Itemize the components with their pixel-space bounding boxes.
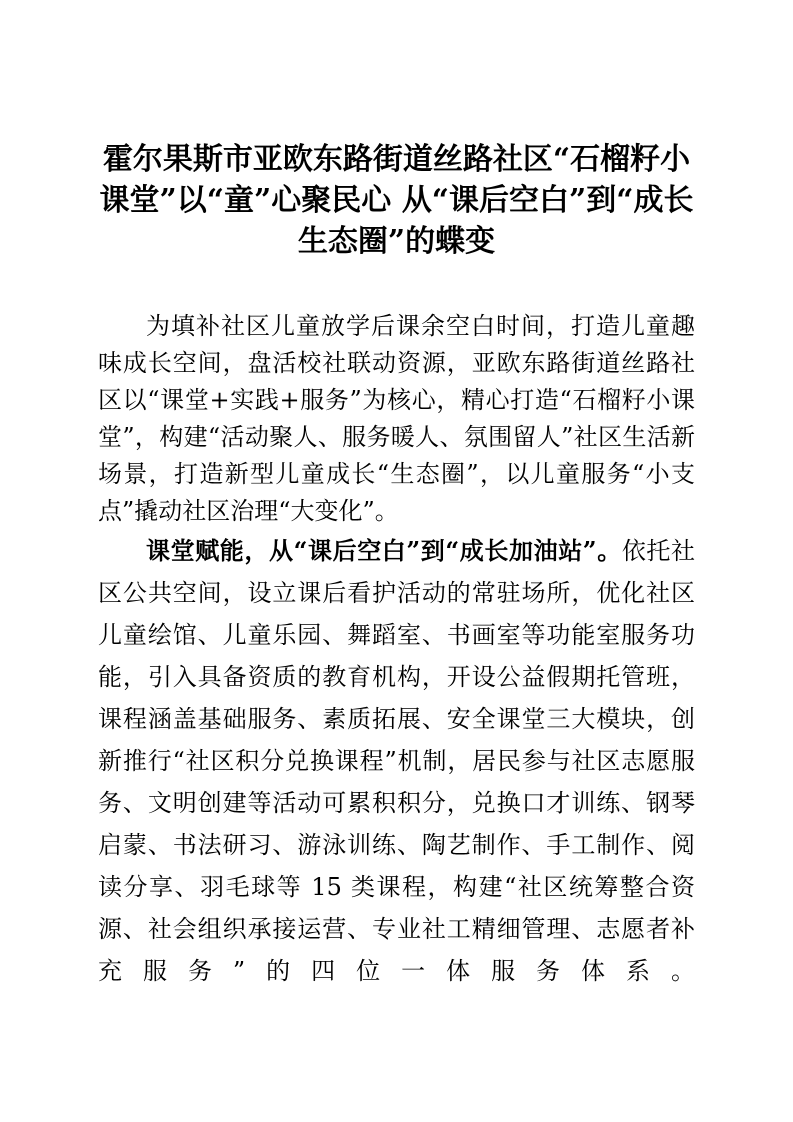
document-title: 霍尔果斯市亚欧东路街道丝路社区“石榴籽小课堂”以“童”心聚民心 从“课后空白”到“成长生态圈”的蝶变 <box>99 142 694 259</box>
paragraph-classroom <box>98 530 695 992</box>
paragraph-intro-text: 为填补社区儿童放学后课余空白时间，打造儿童趣味成长空间，盘活校社联动资源，亚欧东路街道丝路社区以“课堂+实践+服务”为核心，精心打造“石榴籽小课堂”，构建“活动聚人、服务暖人、氛围留人”社区生活新场景，打造新型儿童成长“生态圈”，以儿童服务“小支点”撬动社区治理“大变化”。 <box>98 312 695 525</box>
paragraph-classroom-lead: 课堂赋能，从“课后空白”到“成长加油站”。 <box>146 536 622 565</box>
paragraph-intro <box>98 308 695 530</box>
paragraph-classroom-text: 依托社区公共空间，设立课后看护活动的常驻场所，优化社区儿童绘馆、儿童乐园、舞蹈室、书画室等功能室服务功能，引入具备资质的教育机构，开设公益假期托管班，课程涵盖基础服务、素质拓展、安全课堂三大模块，创新推行“社区积分兑换课程”机制，居民参与社区志愿服务、文明创建等活动可累积积分，兑换口才训练、钢琴启蒙、书法研习、游泳训练、陶艺制作、手工制作、阅读分享、羽毛球等 15 类课程，构建“社区统筹整合资源、社会组织承接运营、专业社工精细管理、志愿者补充服务”的四位一体服务体系。 <box>98 537 696 985</box>
